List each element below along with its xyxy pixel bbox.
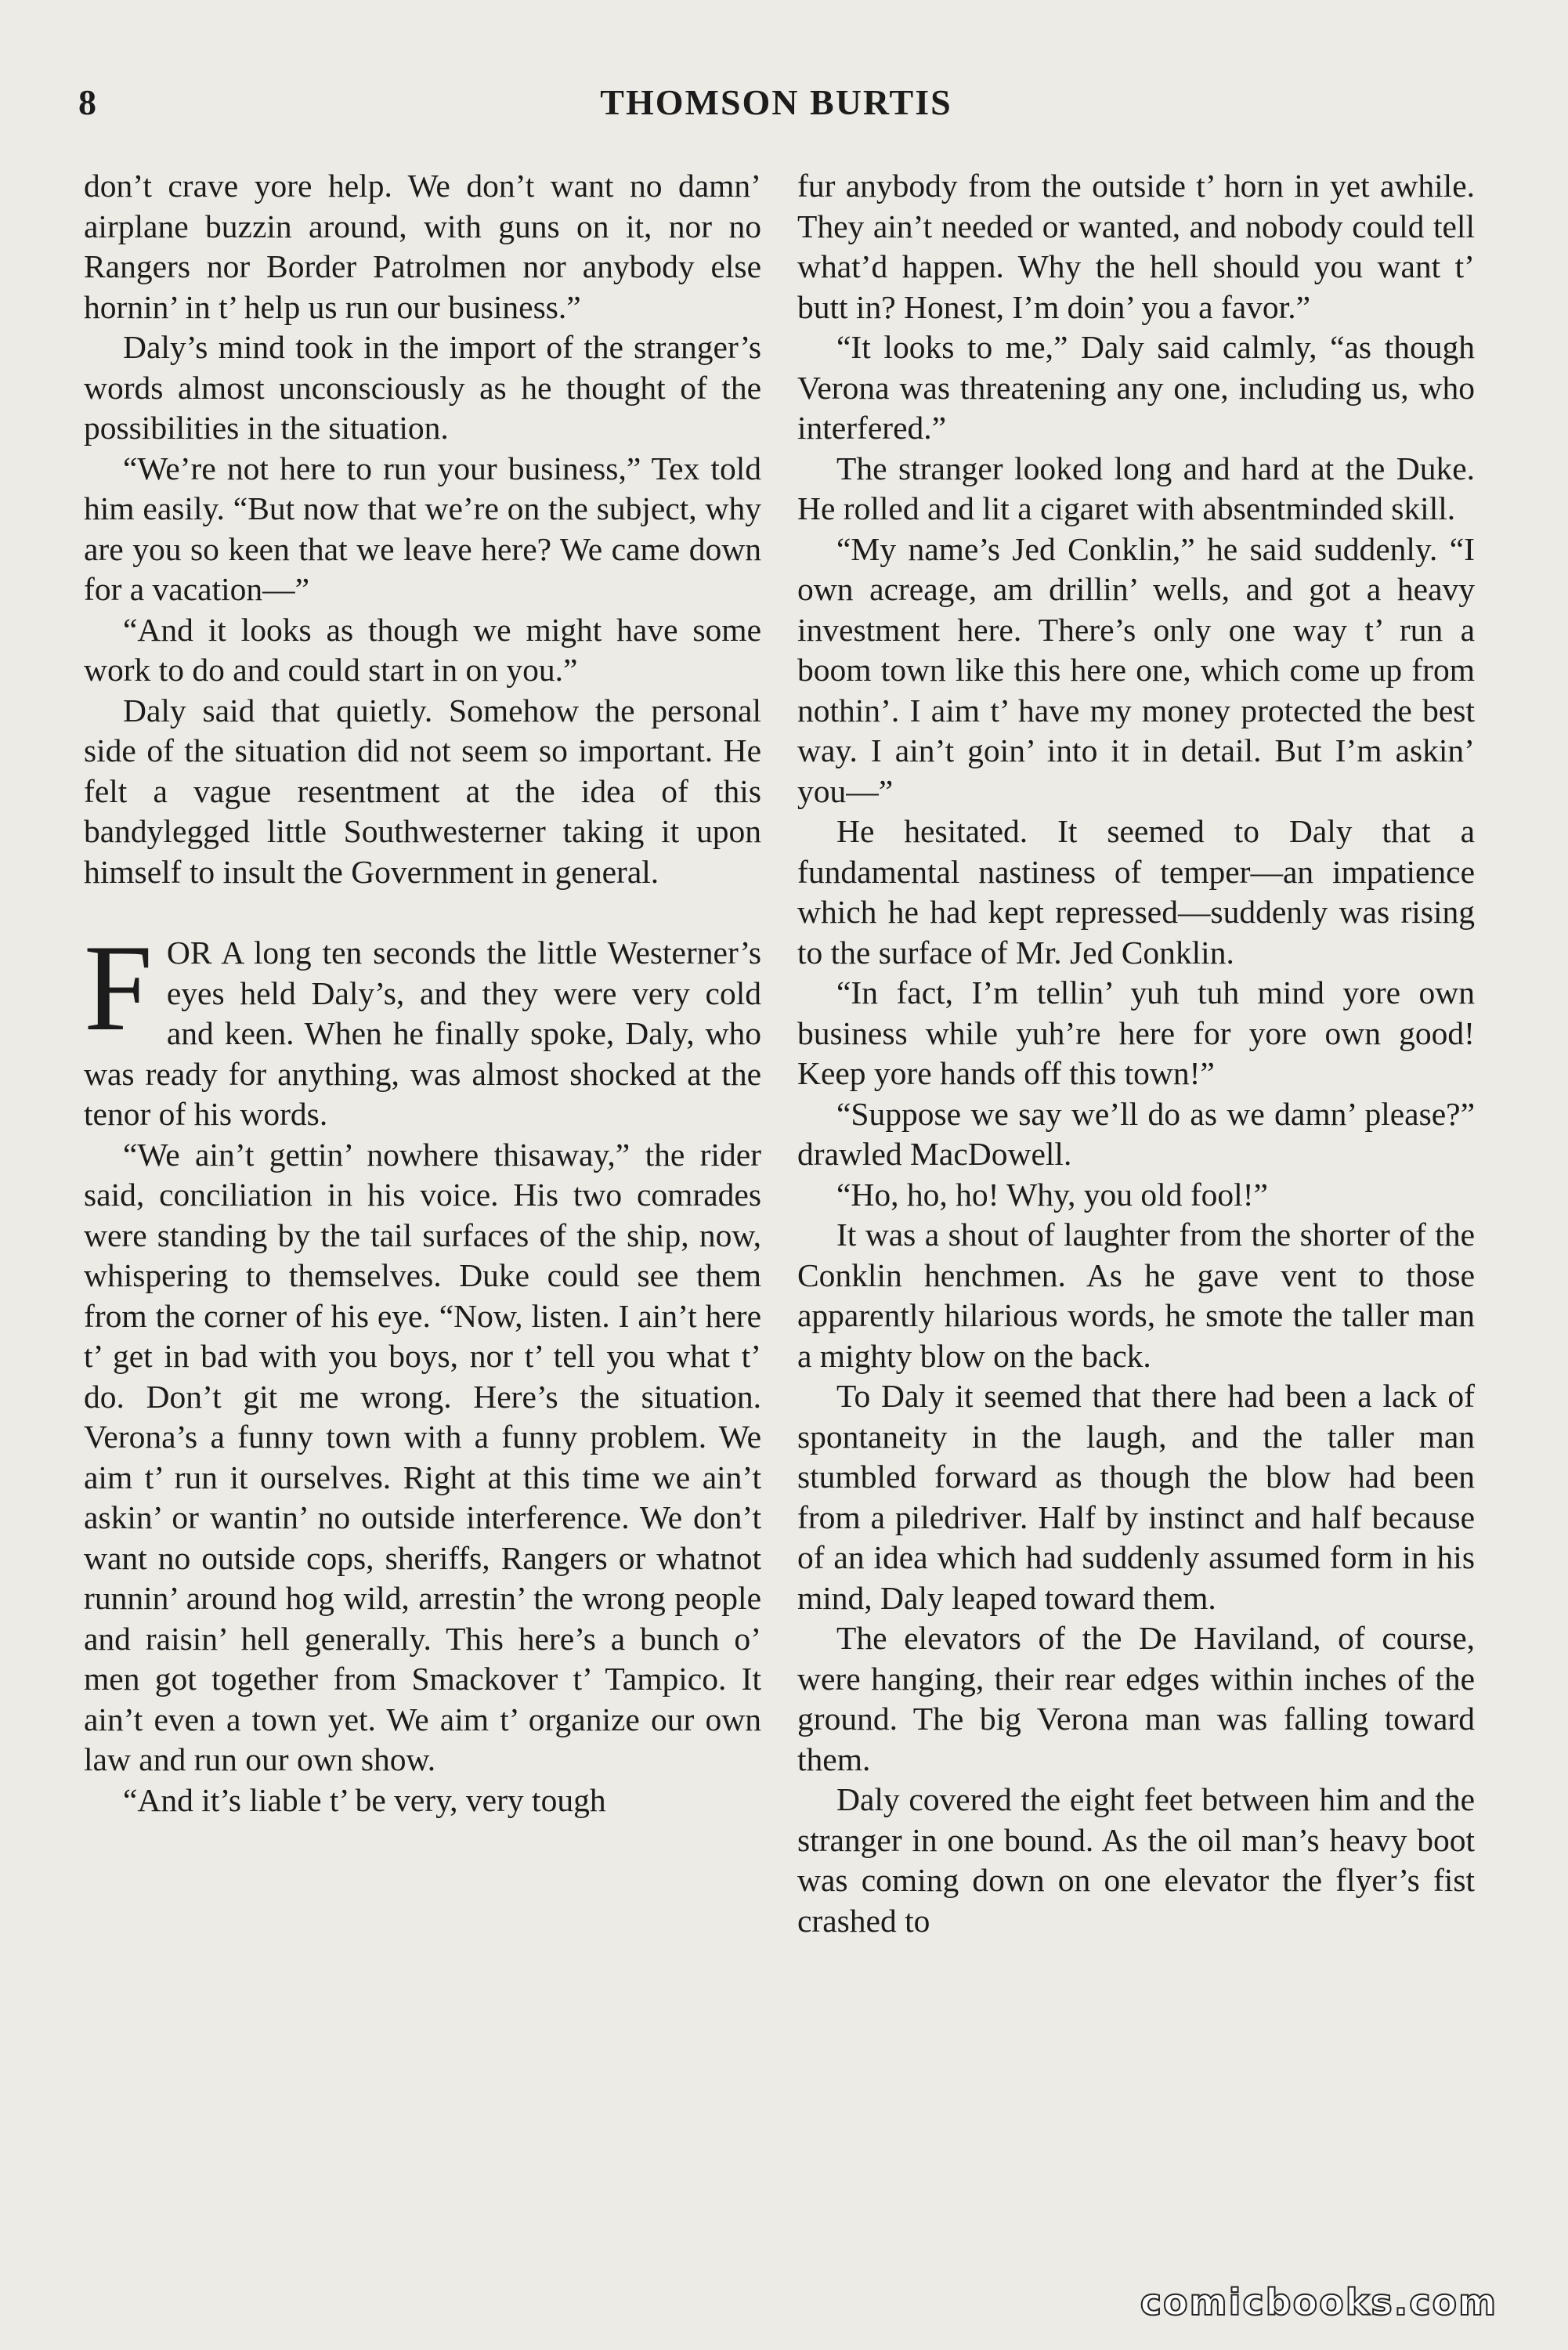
watermark: comicbooks.com — [1140, 2281, 1498, 2323]
paragraph: Daly said that quietly. Somehow the personal side of the situation did not seem so important. He felt a vague resentment at the idea of this bandylegged little Southwesterner taking it upon himself to insult the Government in general. — [84, 692, 761, 890]
paragraph: Daly covered the eight feet between him and the stranger in one bound. As the oil man’s heavy boot was coming down on one elevator the flyer’s fist crashed to — [797, 1781, 1475, 1939]
drop-cap: F — [84, 920, 153, 1057]
paragraph: The stranger looked long and hard at the Duke. He rolled and lit a cigaret with absentminded skill. — [797, 450, 1475, 526]
running-head: THOMSON BURTIS — [600, 82, 952, 122]
paragraph: To Daly it seemed that there had been a lack of spontaneity in the laugh, and the taller man stumbled forward as though the blow had been from a piledriver. Half by instinct and half because of an idea which had suddenly assumed form in his mind, Daly leaped toward them. — [797, 1378, 1475, 1616]
paragraph-text: OR A long ten seconds the little Westerner’s eyes held Daly’s, and they were very cold and keen. When he finally spoke, Daly, who was ready for anything, was almost shocked at the tenor of his words. — [84, 935, 761, 1132]
paragraph: “And it’s liable t’ be very, very tough — [123, 1781, 606, 1818]
paragraph: don’t crave yore help. We don’t want no damn’ airplane buzzin around, with guns on it, nor no Rangers nor Border Patrolmen nor anybody else hornin’ in t’ help us run our business.” — [84, 168, 761, 325]
page-number: 8 — [78, 82, 96, 122]
paragraph: “It looks to me,” Daly said calmly, “as though Verona was threatening any one, including us, who interfered.” — [797, 329, 1475, 446]
paragraph: “Ho, ho, ho! Why, you old fool!” — [836, 1176, 1268, 1213]
paragraph: The elevators of the De Haviland, of course, were hanging, their rear edges within inches of the ground. The big Verona man was falling toward them. — [797, 1620, 1475, 1777]
paragraph: fur anybody from the outside t’ horn in yet awhile. They ain’t needed or wanted, and nobody could tell what’d happen. Why the hell should you want t’ butt in? Honest, I’m doin’ you a favor.” — [797, 168, 1475, 325]
right-column — [797, 166, 1475, 1941]
paragraph: “We ain’t gettin’ nowhere thisaway,” the rider said, conciliation in his voice. His two comrades were standing by the tail surfaces of the ship, now, whispering to themselves. Duke could see them from the corner of his eye. “Now, listen. I ain’t here t’ get in bad with you boys, nor t’ tell you what t’ do. Don’t git me wrong. Here’s the situation. Verona’s a funny town with a funny problem. We aim t’ run it ourselves. Right at this time we ain’t askin’ or wantin’ no outside interference. We don’t want no outside cops, sheriffs, Rangers or whatnot runnin’ around hog wild, arrestin’ the wrong people and raisin’ hell generally. This here’s a bunch o’ men got together from Smackover t’ Tampico. It ain’t even a town yet. We aim t’ organize our own law and run our own show. — [84, 1136, 761, 1777]
paragraph: “My name’s Jed Conklin,” he said suddenly. “I own acreage, am drillin’ wells, and got a heavy investment here. There’s only one way t’ run a boom town like this here one, which come up from nothin’. I aim t’ have my money protected the best way. I ain’t goin’ into it in detail. But I’m askin’ you—” — [797, 530, 1475, 809]
paragraph: “And it looks as though we might have some work to do and could start in on you.” — [84, 611, 761, 688]
dropcap-paragraph — [84, 920, 761, 1135]
page-header — [78, 75, 1474, 138]
paragraph: “In fact, I’m tellin’ yuh tuh mind yore own business while yuh’re here for yore own good! Keep yore hands off this town!” — [797, 974, 1475, 1091]
left-column — [84, 166, 761, 1820]
paragraph: “Suppose we say we’ll do as we damn’ please?” drawled MacDowell. — [797, 1095, 1475, 1172]
paragraph: Daly’s mind took in the import of the stranger’s words almost unconsciously as he thought of the possibilities in the situation. — [84, 329, 761, 446]
paragraph: He hesitated. It seemed to Daly that a fundamental nastiness of temper—an impatience which he had kept repressed—suddenly was rising to the surface of Mr. Jed Conklin. — [797, 813, 1475, 971]
paragraph: It was a shout of laughter from the shorter of the Conklin henchmen. As he gave vent to those apparently hilarious words, he smote the taller man a mighty blow on the back. — [797, 1217, 1475, 1374]
paragraph: “We’re not here to run your business,” Tex told him easily. “But now that we’re on the subject, why are you so keen that we leave here? We came down for a vacation—” — [84, 450, 761, 607]
section-break — [84, 892, 761, 933]
